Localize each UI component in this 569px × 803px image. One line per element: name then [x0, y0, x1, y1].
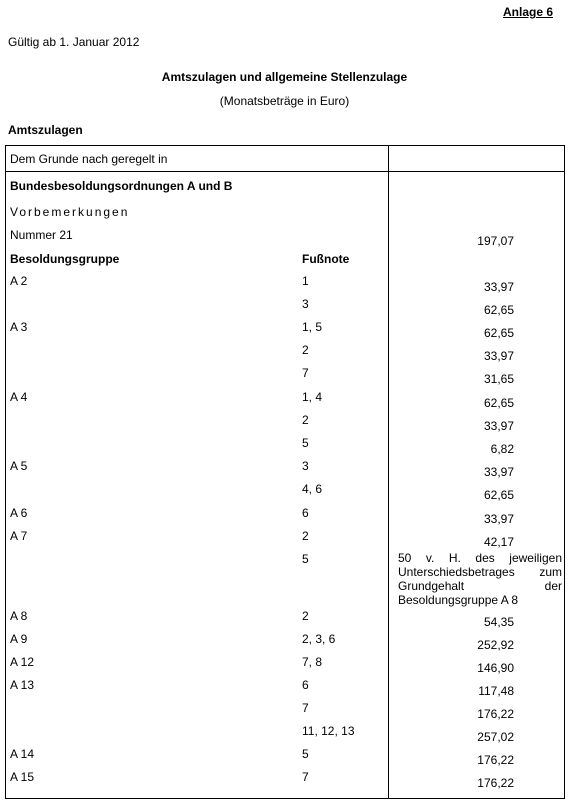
row-amount: 62,65 [483, 326, 514, 340]
row-besoldungsgruppe: A 6 [10, 506, 28, 520]
bbo-heading: Bundesbesoldungsordnungen A und B [10, 179, 233, 193]
nummer-amount: 197,07 [477, 234, 514, 248]
document-subtitle: (Monatsbeträge in Euro) [219, 94, 350, 108]
row-fussnote: 6 [302, 678, 309, 692]
row-besoldungsgruppe: A 13 [10, 678, 35, 692]
row-amount: 252,92 [477, 638, 514, 652]
row-besoldungsgruppe: A 5 [10, 459, 28, 473]
row-amount: 42,17 [483, 535, 514, 549]
row-fussnote: 1 [302, 274, 309, 288]
row-amount: 54,35 [483, 615, 514, 629]
row-amount: 33,97 [483, 512, 514, 526]
row-amount: 257,02 [477, 730, 514, 744]
row-amount: 31,65 [483, 372, 514, 386]
row-besoldungsgruppe: A 9 [10, 632, 28, 646]
row-fussnote: 7, 8 [302, 655, 323, 669]
row-amount: 62,65 [483, 488, 514, 502]
row-fussnote: 3 [302, 297, 309, 311]
row-besoldungsgruppe: A 15 [10, 770, 35, 784]
document-title: Amtszulagen und allgemeine Stellenzulage [161, 70, 408, 84]
row-amount: 176,22 [477, 776, 514, 790]
row-besoldungsgruppe: A 7 [10, 529, 28, 543]
row-besoldungsgruppe: A 14 [10, 747, 35, 761]
section-heading: Amtszulagen [8, 123, 83, 137]
row-fussnote: 11, 12, 13 [302, 724, 355, 738]
table-header-cell: Dem Grunde nach geregelt in [10, 152, 168, 166]
row-fussnote: 2 [302, 343, 309, 357]
row-amount: 33,97 [483, 419, 514, 433]
row-fussnote: 2 [302, 413, 309, 427]
row-fussnote: 1, 5 [302, 320, 323, 334]
vorbemerkungen-label: Vorbemerkungen [10, 205, 130, 219]
row-fussnote: 5 [302, 436, 309, 450]
row-fussnote: 3 [302, 459, 309, 473]
row-fussnote: 1, 4 [302, 390, 323, 404]
header-divider [6, 171, 564, 172]
row-fussnote: 7 [302, 770, 309, 784]
row-besoldungsgruppe: A 8 [10, 609, 28, 623]
row-fussnote: 2, 3, 6 [302, 632, 336, 646]
row-fussnote: 7 [302, 701, 309, 715]
row-besoldungsgruppe: A 2 [10, 274, 28, 288]
validity-date: Gültig ab 1. Januar 2012 [8, 35, 140, 49]
row-amount: 146,90 [477, 661, 514, 675]
row-fussnote: 2 [302, 609, 309, 623]
row-amount: 62,65 [483, 396, 514, 410]
row-fussnote: 5 [302, 552, 309, 566]
row-fussnote: 2 [302, 529, 309, 543]
row-amount: 62,65 [483, 303, 514, 317]
row-besoldungsgruppe: A 12 [10, 655, 35, 669]
row-amount: 33,97 [483, 465, 514, 479]
column-divider [388, 146, 389, 798]
row-amount: 176,22 [477, 753, 514, 767]
nummer-label: Nummer 21 [10, 228, 73, 242]
col-header-fussnote: Fußnote [302, 252, 350, 266]
amtszulagen-table [5, 145, 565, 799]
row-fussnote: 6 [302, 506, 309, 520]
col-header-besoldungsgruppe: Besoldungsgruppe [10, 252, 120, 266]
row-besoldungsgruppe: A 3 [10, 320, 28, 334]
row-fussnote: 4, 6 [302, 482, 323, 496]
row-besoldungsgruppe: A 4 [10, 390, 28, 404]
row-amount: 6,82 [490, 442, 514, 456]
row-amount: 117,48 [478, 684, 514, 698]
annex-label: Anlage 6 [502, 5, 553, 19]
a7-footnote-text: 50 v. H. des jeweiligen Unterschiedsbetrages zum Grundgehalt der Besoldungsgruppe A 8 [398, 551, 562, 607]
row-amount: 33,97 [483, 349, 514, 363]
row-fussnote: 5 [302, 747, 309, 761]
row-amount: 33,97 [483, 280, 514, 294]
row-fussnote: 7 [302, 366, 309, 380]
row-amount: 176,22 [477, 707, 514, 721]
